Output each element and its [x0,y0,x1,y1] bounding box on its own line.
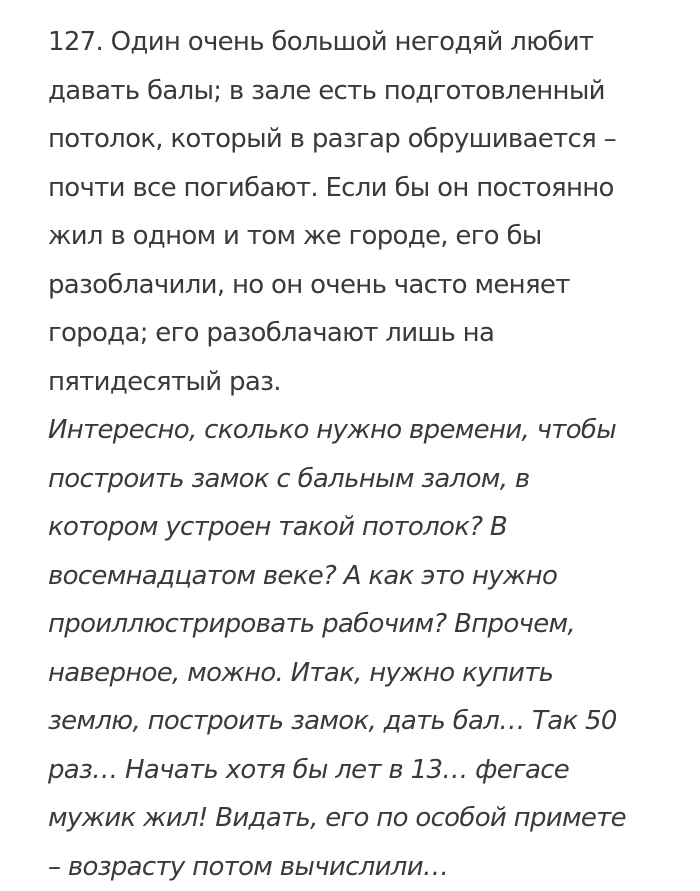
italic-text-line: – возрасту потом вычислили… [48,843,688,891]
document-page [48,18,688,891]
italic-text-line: восемнадцатом веке? А как это нужно [48,552,688,601]
italic-text-line: наверное, можно. Итак, нужно купить [48,649,688,698]
italic-text-line: Интересно, сколько нужно времени, чтобы [48,406,688,455]
text-line: пятидесятый раз. [48,358,688,407]
italic-text-line: котором устроен такой потолок? В [48,503,688,552]
comment-paragraph [48,406,688,891]
italic-text-line: землю, построить замок, дать бал… Так 50 [48,697,688,746]
italic-text-line: построить замок с бальным залом, в [48,455,688,504]
text-line: 127. Один очень большой негодяй любит [48,18,688,67]
text-line: почти все погибают. Если бы он постоянно [48,164,688,213]
text-line: города; его разоблачают лишь на [48,309,688,358]
main-paragraph [48,18,688,406]
italic-text-line: проиллюстрировать рабочим? Впрочем, [48,600,688,649]
text-line: разоблачили, но он очень часто меняет [48,261,688,310]
text-line: жил в одном и том же городе, его бы [48,212,688,261]
text-line: давать балы; в зале есть подготовленный [48,67,688,116]
text-line: потолок, который в разгар обрушивается – [48,115,688,164]
italic-text-line: раз… Начать хотя бы лет в 13… фегасе [48,746,688,795]
italic-text-line: мужик жил! Видать, его по особой примете [48,794,688,843]
